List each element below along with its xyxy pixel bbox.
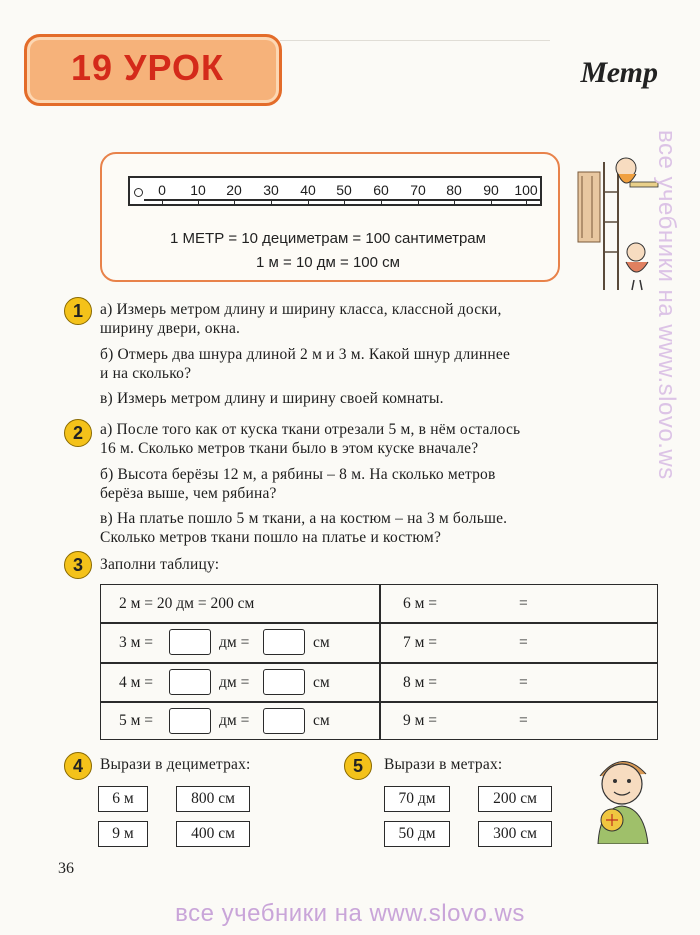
task-number-2: 2 (64, 419, 92, 447)
table-cell-m: 7 м = (403, 634, 438, 651)
task5-item: 300 см (478, 821, 552, 847)
task2-b-line1: б) Высота берёзы 12 м, а рябины – 8 м. На сколько метров (100, 466, 496, 483)
ruler-tick-label: 100 (514, 182, 538, 198)
task5-instruction: Вырази в метрах: (384, 756, 503, 773)
task1-a-line2: ширину двери, окна. (100, 320, 241, 337)
task2-c-line1: в) На платье пошло 5 м ткани, а на костюм – на 3 м больше. (100, 510, 508, 527)
task-number-1: 1 (64, 297, 92, 325)
ruler-tick-label: 20 (226, 182, 242, 198)
ruler-tick-label: 90 (483, 182, 499, 198)
ruler-tick (198, 199, 199, 205)
task2-b-line2: берёза выше, чем рябина? (100, 485, 277, 502)
task1-c-line1: в) Измерь метром длину и ширину своей комнаты. (100, 390, 444, 407)
task2-a-line2: 16 м. Сколько метров ткани было в этом куске вначале? (100, 440, 479, 457)
meter-definition-words: 1 МЕТР = 10 дециметрам = 100 сантиметрам (170, 230, 486, 247)
table-cell-dm: дм = (219, 634, 250, 651)
task2-a-line1: а) После того как от куска ткани отрезали 5 м, в нём осталось (100, 421, 521, 438)
ruler-tick (526, 199, 527, 205)
table-cell-cm: см (313, 674, 330, 691)
task1-b-line1: б) Отмерь два шнура длиной 2 м и 3 м. Какой шнур длиннее (100, 346, 511, 363)
ruler-tick (162, 199, 163, 205)
ruler-tick-label: 80 (446, 182, 462, 198)
ruler-tick (234, 199, 235, 205)
task3-instruction: Заполни таблицу: (100, 556, 220, 573)
table-example-cell: 2 м = 20 дм = 200 см (119, 595, 255, 612)
ruler-scale-line (144, 199, 540, 201)
ruler-tick-label: 40 (300, 182, 316, 198)
lesson-badge-text: 19 УРОК (71, 47, 224, 88)
ruler-tick (491, 199, 492, 205)
table-cell-dm: дм = (219, 674, 250, 691)
task4-item: 6 м (98, 786, 148, 812)
table-cell-m: 3 м = (119, 634, 154, 651)
ruler (128, 176, 542, 206)
table-cell-m: 6 м = (403, 595, 438, 612)
answer-box-cm[interactable] (263, 669, 305, 695)
ruler-tick (381, 199, 382, 205)
ruler-tick-label: 50 (336, 182, 352, 198)
task-number-5: 5 (344, 752, 372, 780)
task1-b-line2: и на сколько? (100, 365, 192, 382)
ruler-tick-label: 10 (190, 182, 206, 198)
task5-item: 50 дм (384, 821, 450, 847)
task5-item: 70 дм (384, 786, 450, 812)
lesson-badge (24, 34, 282, 106)
table-cell-eq: = (519, 712, 528, 729)
children-measuring-illustration-icon (574, 152, 662, 292)
table-cell-m: 5 м = (119, 712, 154, 729)
task2-c-line2: Сколько метров ткани пошло на платье и костюм? (100, 529, 442, 546)
task-number-3: 3 (64, 551, 92, 579)
table-cell-eq: = (519, 634, 528, 651)
boy-with-tape-measure-icon (586, 748, 658, 844)
task5-item: 200 см (478, 786, 552, 812)
ruler-tick-label: 60 (373, 182, 389, 198)
ruler-tick (454, 199, 455, 205)
table-cell-eq: = (519, 674, 528, 691)
task4-item: 400 см (176, 821, 250, 847)
task4-instruction: Вырази в дециметрах: (100, 756, 251, 773)
table-cell-cm: см (313, 634, 330, 651)
background-decoration (280, 40, 550, 162)
table-divider (101, 622, 657, 624)
table-cell-eq: = (519, 595, 528, 612)
side-watermark: все учебники на www.slovo.ws (653, 130, 680, 480)
table-cell-m: 9 м = (403, 712, 438, 729)
lesson-title: Метр (580, 56, 658, 89)
table-cell-m: 8 м = (403, 674, 438, 691)
answer-box-dm[interactable] (169, 669, 211, 695)
conversion-table (100, 584, 658, 740)
table-divider (101, 701, 657, 703)
ruler-tick-label: 30 (263, 182, 279, 198)
ruler-tick (344, 199, 345, 205)
ruler-tick (418, 199, 419, 205)
answer-box-cm[interactable] (263, 708, 305, 734)
ruler-tick (308, 199, 309, 205)
table-cell-cm: см (313, 712, 330, 729)
task1-a-line1: а) Измерь метром длину и ширину класса, классной доски, (100, 301, 502, 318)
task4-item: 800 см (176, 786, 250, 812)
table-cell-dm: дм = (219, 712, 250, 729)
ruler-tick-label: 0 (158, 182, 166, 198)
ruler-tick-label: 70 (410, 182, 426, 198)
task-number-4: 4 (64, 752, 92, 780)
answer-box-dm[interactable] (169, 629, 211, 655)
answer-box-dm[interactable] (169, 708, 211, 734)
answer-box-cm[interactable] (263, 629, 305, 655)
task4-item: 9 м (98, 821, 148, 847)
table-cell-m: 4 м = (119, 674, 154, 691)
footer-watermark: все учебники на www.slovo.ws (175, 900, 525, 927)
meter-definition-short: 1 м = 10 дм = 100 см (256, 254, 400, 271)
ruler-hole-icon (134, 188, 143, 197)
page-number: 36 (58, 860, 74, 877)
table-divider (101, 662, 657, 664)
ruler-tick (271, 199, 272, 205)
